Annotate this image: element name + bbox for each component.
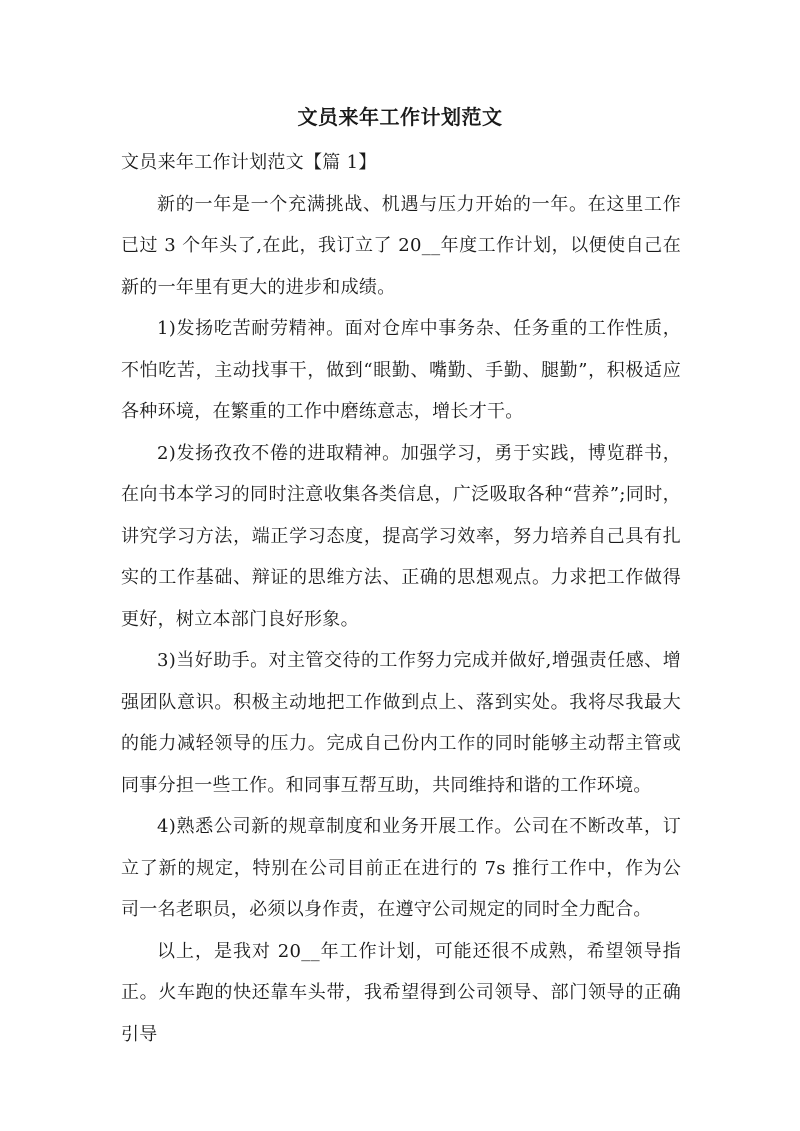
paragraph-conclusion: 以上，是我对 20__年工作计划，可能还很不成熟，希望领导指正。火车跑的快还靠车头带，我希望得到公司领导、部门领导的正确引导 bbox=[121, 940, 681, 1045]
paragraph-intro: 新的一年是一个充满挑战、机遇与压力开始的一年。在这里工作已过 3 个年头了,在此，我订立了 20__年度工作计划，以便使自己在新的一年里有更大的进步和成绩。 bbox=[121, 193, 681, 298]
paragraph-point-2: 2)发扬孜孜不倦的进取精神。加强学习，勇于实践，博览群书，在向书本学习的同时注意收集各类信息，广泛吸取各种“营养”;同时，讲究学习方法，端正学习态度，提高学习效率，努力培养自己具有扎实的工作基础、辩证的思维方法、正确的思想观点。力求把工作做得更好，树立本部门良好形象。 bbox=[121, 442, 681, 630]
paragraph-point-1: 1)发扬吃苦耐劳精神。面对仓库中事务杂、任务重的工作性质，不怕吃苦，主动找事干，做到“眼勤、嘴勤、手勤、腿勤”，积极适应各种环境，在繁重的工作中磨练意志，增长才干。 bbox=[121, 318, 681, 422]
document-title: 文员来年工作计划范文 bbox=[297, 105, 503, 129]
paragraph-point-4: 4)熟悉公司新的规章制度和业务开展工作。公司在不断改革，订立了新的规定，特别在公司目前正在进行的 7s 推行工作中，作为公司一名老职员，必须以身作责，在遵守公司规定的同时全力配合。 bbox=[121, 816, 681, 920]
section-heading: 文员来年工作计划范文【篇 1】 bbox=[121, 152, 377, 173]
document-body bbox=[121, 142, 681, 1055]
paragraph-point-3: 3)当好助手。对主管交待的工作努力完成并做好,增强责任感、增强团队意识。积极主动地把工作做到点上、落到实处。我将尽我最大的能力减轻领导的压力。完成自己份内工作的同时能够主动帮主管或同事分担一些工作。和同事互帮互助，共同维持和谐的工作环境。 bbox=[121, 650, 681, 796]
